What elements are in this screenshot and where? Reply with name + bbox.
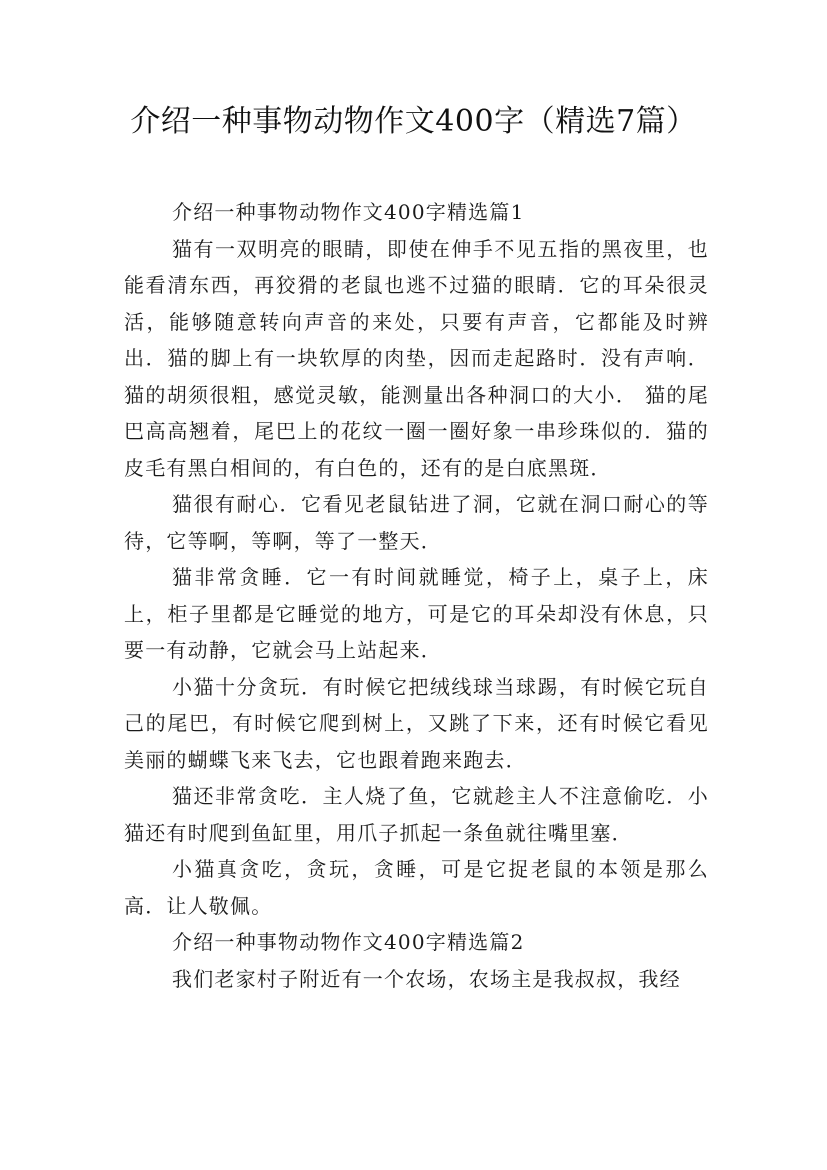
paragraph: 猫还非常贪吃．主人烧了鱼，它就趁主人不注意偷吃．小猫还有时爬到鱼缸里，用爪子抓起一条鱼就往嘴里塞．: [124, 784, 709, 845]
paragraph: 我们老家村子附近有一个农场，农场主是我叔叔，我经: [172, 966, 681, 991]
section-heading: 介绍一种事物动物作文400字精选篇2: [172, 930, 525, 954]
document-body: [124, 194, 709, 997]
section-heading: 介绍一种事物动物作文400字精选篇1: [172, 200, 525, 224]
section-1: [124, 194, 709, 924]
paragraph: 猫很有耐心．它看见老鼠钻进了洞，它就在洞口耐心的等待，它等啊，等啊，等了一整天．: [124, 492, 709, 553]
paragraph: 小猫真贪吃，贪玩，贪睡，可是它捉老鼠的本领是那么高．让人敬佩。: [124, 857, 709, 918]
paragraph: 猫有一双明亮的眼睛，即使在伸手不见五指的黑夜里，也能看清东西，再狡猾的老鼠也逃不过猫的眼睛．它的耳朵很灵活，能够随意转向声音的来处，只要有声音，它都能及时辨出．猫的脚上有一块软厚的肉垫，因而走起路时．没有声响．猫的胡须很粗，感觉灵敏，能测量出各种洞口的大小． 猫的尾巴高高翘着，尾巴上的花纹一圈一圈好象一串珍珠似的．猫的皮毛有黑白相间的，有白色的，还有的是白底黑斑．: [124, 236, 709, 480]
section-2: [124, 924, 709, 997]
paragraph: 小猫十分贪玩．有时候它把绒线球当球踢，有时候它玩自己的尾巴，有时候它爬到树上，又跳了下来，还有时候它看见美丽的蝴蝶飞来飞去，它也跟着跑来跑去．: [124, 674, 709, 772]
paragraph: 猫非常贪睡．它一有时间就睡觉，椅子上，桌子上，床上，柜子里都是它睡觉的地方，可是它的耳朵却没有休息，只要一有动静，它就会马上站起来．: [124, 565, 709, 662]
document-title: 介绍一种事物动物作文400字（精选7篇）: [130, 104, 697, 139]
